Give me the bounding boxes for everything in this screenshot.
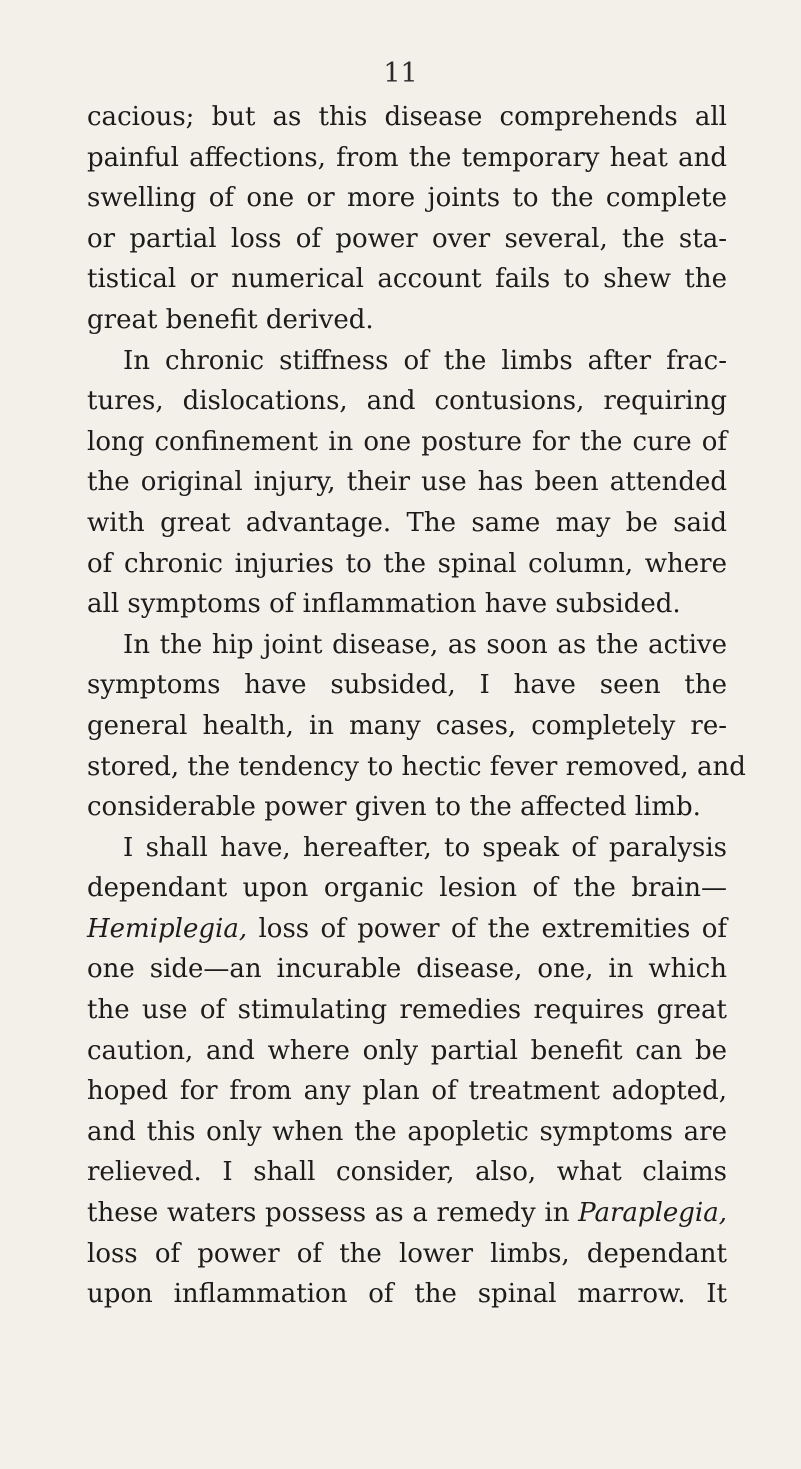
body-text <box>87 97 746 1315</box>
text-line: considerable power given to the affected limb. <box>87 792 701 823</box>
text-run: these waters possess as a remedy in <box>87 1198 579 1229</box>
text-line: all symptoms of inflammation have subsided. <box>87 589 681 620</box>
text-line: with great advantage. The same may be said <box>87 507 727 538</box>
text-line: tistical or numerical account fails to shew the <box>87 264 727 295</box>
text-line: dependant upon organic lesion of the brain— <box>87 873 727 904</box>
text-line: the use of stimulating remedies requires great <box>87 995 727 1026</box>
text-line: and this only when the apopletic symptoms are <box>87 1116 727 1147</box>
text-run: loss of power of the extremities of <box>247 913 727 944</box>
text-line: swelling of one or more joints to the complete <box>87 183 727 214</box>
text-line: hoped for from any plan of treatment adopted, <box>87 1076 727 1107</box>
text-line: one side—an incurable disease, one, in which <box>87 954 727 985</box>
text-line: long confinement in one posture for the cure of <box>87 426 727 457</box>
text-line: general health, in many cases, completely re- <box>87 710 727 741</box>
text-line: caution, and where only partial benefit can be <box>87 1035 727 1066</box>
text-line: of chronic injuries to the spinal column, where <box>87 548 727 579</box>
text-line: symptoms have subsided, I have seen the <box>87 670 727 701</box>
text-line-with-italic <box>87 909 727 950</box>
paragraph-start-line: In the hip joint disease, as soon as the active <box>123 629 727 660</box>
text-line: tures, dislocations, and contusions, requiring <box>87 386 727 417</box>
text-line: cacious; but as this disease comprehends all <box>87 102 727 132</box>
text-line: great benefit derived. <box>87 304 374 335</box>
paragraph-start-line: I shall have, hereafter, to speak of paralysis <box>123 832 727 863</box>
text-line: the original injury, their use has been attended <box>87 467 727 498</box>
text-line: loss of power of the lower limbs, dependant <box>87 1238 727 1269</box>
paragraph-start-line: In chronic stiffness of the limbs after frac- <box>123 345 727 376</box>
page-number: 11 <box>383 58 418 89</box>
text-line: painful affections, from the temporary heat and <box>87 142 727 173</box>
text-line: upon inflammation of the spinal marrow. It <box>87 1279 727 1310</box>
text-line: or partial loss of power over several, the sta- <box>87 223 727 254</box>
text-line-with-italic <box>87 1193 727 1234</box>
text-line: relieved. I shall consider, also, what claims <box>87 1157 727 1188</box>
italic-term: Paraplegia, <box>578 1198 727 1229</box>
text-line: stored, the tendency to hectic fever removed, and <box>87 751 746 782</box>
italic-term: Hemiplegia, <box>87 913 248 944</box>
